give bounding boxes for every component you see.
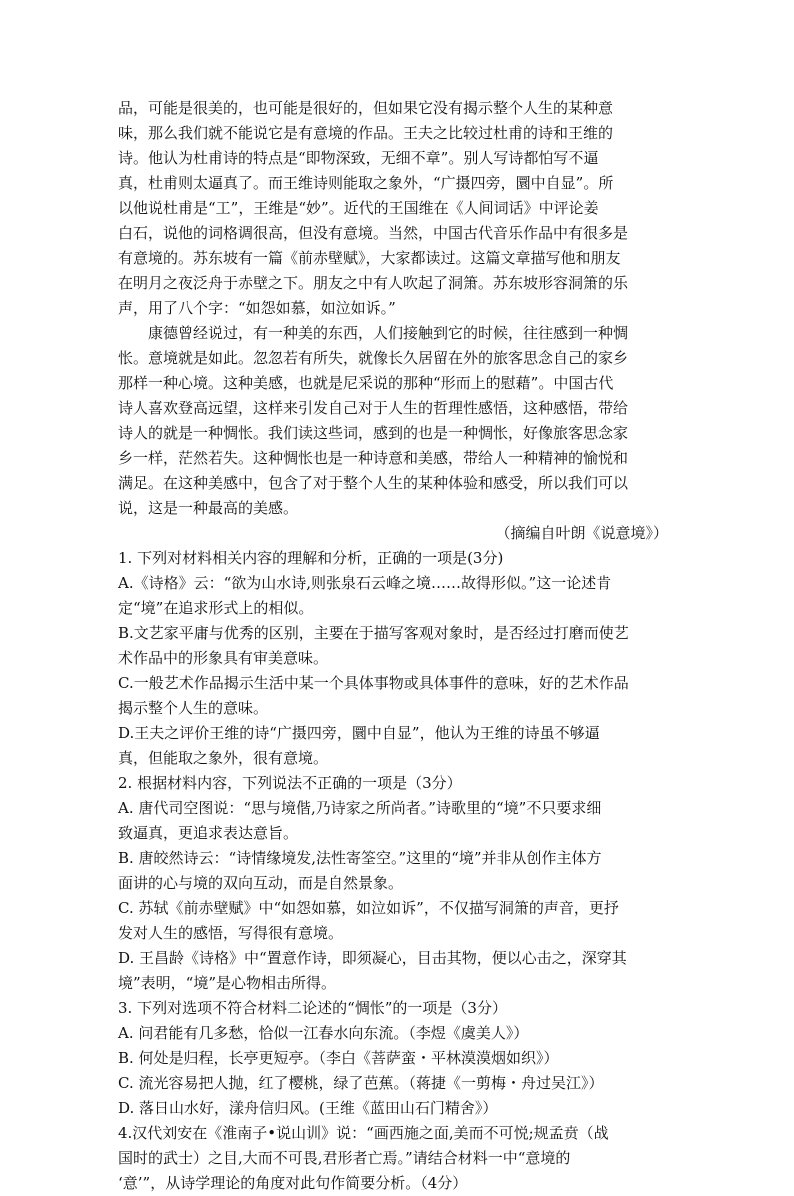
question-line: ‘意’”，从诗学理论的角度对此句作简要分析。（4分）	[118, 1174, 468, 1192]
text-line: 在明月之夜泛舟于赤壁之下。朋友之中有人吹起了洞箫。苏东坡形容洞箫的乐	[118, 274, 629, 292]
text-line: 声，用了八个字：“如怨如慕，如泣如诉。”	[118, 299, 396, 317]
question-line: 3. 下列对选项不符合材料二论述的“惆怅”的一项是（3分）	[118, 999, 507, 1017]
passage-source: （摘编自叶朗《说意境》）	[495, 524, 668, 542]
question-line: A. 唐代司空图说：“思与境偕,乃诗家之所尚者。”诗歌里的“境”不只要求细	[118, 799, 602, 817]
text-line: 真，杜甫则太逼真了。而王维诗则能取之象外，“广摄四旁，圜中自显”。所	[118, 174, 614, 192]
text-line: 诗人喜欢登高远望，这样来引发自己对于人生的哲理性感悟，这种感悟，带给	[118, 399, 629, 417]
question-line: C.一般艺术作品揭示生活中某一个具体事物或具体事件的意味，好的艺术作品	[118, 674, 629, 692]
question-line: B. 何处是归程，长亭更短亭。（李白《菩萨蛮・平林漠漠烟如织》）	[118, 1049, 559, 1067]
question-line: B. 唐皎然诗云：“诗情缘境发,法性寄筌空。”这里的“境”并非从创作主体方	[118, 849, 602, 867]
text-line: 那样一种心境。这种美感，也就是尼采说的那种“形而上的慰藉”。中国古代	[118, 374, 614, 392]
question-line: 2. 根据材料内容，下列说法不正确的一项是（3分）	[118, 774, 462, 792]
question-line: 揭示整个人生的意味。	[118, 699, 269, 717]
question-line: 4.汉代刘安在《淮南子•说山训》说：“画西施之面,美而不可悦;规孟贲（战	[118, 1124, 609, 1142]
question-line: A.《诗格》云：“欲为山水诗,则张泉石云峰之境……故得形似。”这一论述肯	[118, 574, 612, 592]
question-line: C. 苏轼《前赤壁赋》中“如怨如慕，如泣如诉”，不仅描写洞箫的声音，更抒	[118, 899, 619, 917]
text-line: 诗。他认为杜甫诗的特点是“即物深致，无细不章”。别人写诗都怕写不逼	[118, 149, 599, 167]
question-line: D. 落日山水好，漾舟信归风。(王维《蓝田山石门精舍》）	[118, 1099, 498, 1117]
text-line: 乡一样，茫然若失。这种惆怅也是一种诗意和美感，带给人一种精神的愉悦和	[118, 449, 629, 467]
question-line: 术作品中的形象具有审美意味。	[118, 649, 329, 667]
text-line: 说，这是一种最高的美感。	[118, 499, 299, 517]
question-line: D.王夫之评价王维的诗“广摄四旁，圜中自显”，他认为王维的诗虽不够逼	[118, 724, 600, 742]
passage-paragraph-2	[118, 321, 674, 521]
question-line: 境”表明，“境”是心物相击所得。	[118, 974, 337, 992]
question-line: 发对人生的感悟，写得很有意境。	[118, 924, 344, 942]
text-line: 诗人的就是一种惆怅。我们读这些词，感到的也是一种惆怅，好像旅客思念家	[118, 424, 629, 442]
question-line: C. 流光容易把人抛，红了樱桃，绿了芭蕉。（蒋捷《一剪梅・舟过吴江》）	[118, 1074, 604, 1092]
text-line: 有意境的。苏东坡有一篇《前赤壁赋》，大家都读过。这篇文章描写他和朋友	[118, 249, 621, 267]
question-line: 面讲的心与境的双向互动，而是自然景象。	[118, 874, 404, 892]
question-line: 1. 下列对材料相关内容的理解和分析，正确的一项是(3分)	[118, 549, 504, 567]
text-line: 怅。意境就是如此。忽忽若有所失，就像长久居留在外的旅客思念自己的家乡	[118, 349, 629, 367]
document-page	[118, 96, 674, 1196]
text-line: 品，可能是很美的，也可能是很好的，但如果它没有揭示整个人生的某种意	[118, 99, 614, 117]
passage-paragraph-1	[118, 96, 674, 321]
question-line: 致逼真，更追求表达意旨。	[118, 824, 299, 842]
text-line: 味，那么我们就不能说它是有意境的作品。王夫之比较过杜甫的诗和王维的	[118, 124, 614, 142]
question-line: B.文艺家平庸与优秀的区别，主要在于描写客观对象时，是否经过打磨而使艺	[118, 624, 629, 642]
text-line: 满足。在这种美感中，包含了对于整个人生的某种体验和感受，所以我们可以	[118, 474, 629, 492]
question-line: D. 王昌龄《诗格》中“置意作诗，即须凝心，目击其物，便以心击之，深穿其	[118, 949, 627, 967]
text-line: 康德曾经说过，有一种美的东西，人们接触到它的时候，往往感到一种惆	[148, 324, 629, 342]
question-line: 国时的武士）之目,大而不可畏,君形者亡焉。”请结合材料一中“意境的	[118, 1149, 571, 1167]
question-list	[118, 546, 674, 1196]
question-line: 真，但能取之象外，很有意境。	[118, 749, 329, 767]
text-line: 以他说杜甫是“工”，王维是“妙”。近代的王国维在《人间词话》中评论姜	[118, 199, 599, 217]
question-line: 定“境”在追求形式上的相似。	[118, 599, 314, 617]
text-line: 白石，说他的词格调很高，但没有意境。当然，中国古代音乐作品中有很多是	[118, 224, 629, 242]
question-line: A. 问君能有几多愁，恰似一江春水向东流。（李煜《虞美人》）	[118, 1024, 529, 1042]
